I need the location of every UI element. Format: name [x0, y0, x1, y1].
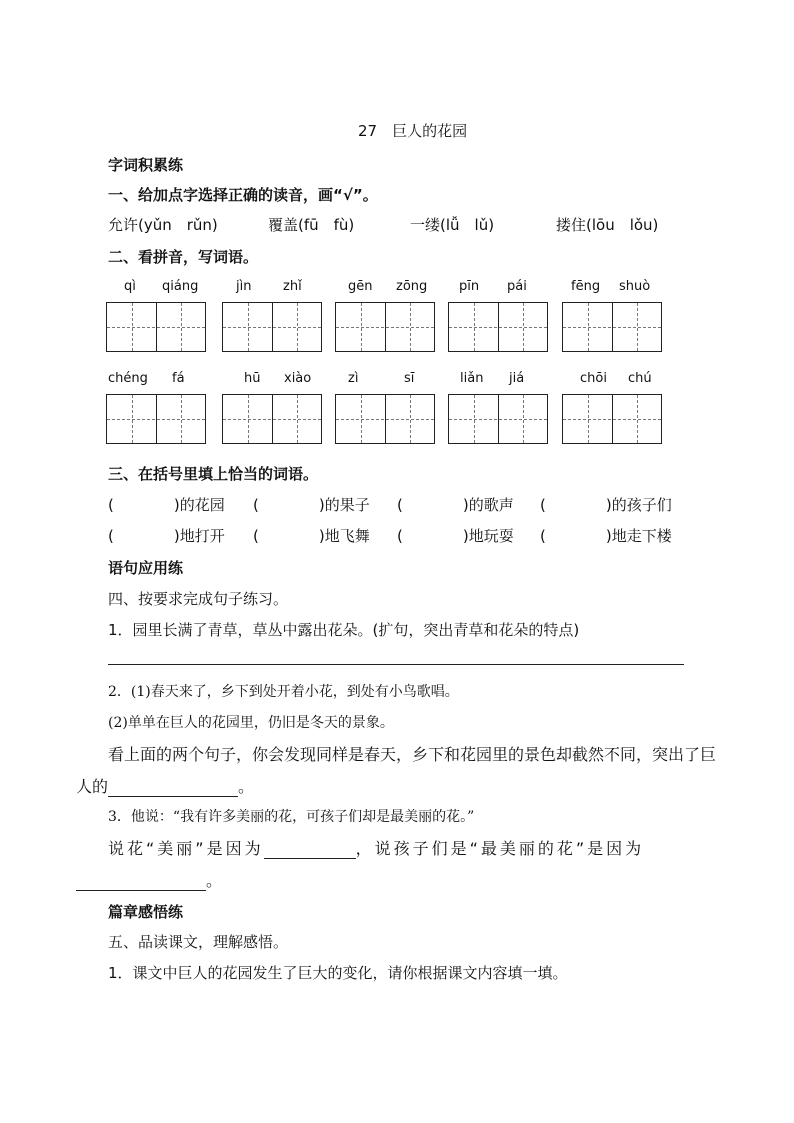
pinyin-label: zhǐ: [283, 279, 302, 294]
q4-sentence-1: 1．园里长满了青草，草丛中露出花朵。(扩句，突出青草和花朵的特点): [108, 621, 580, 639]
answer-blank[interactable]: [264, 839, 356, 859]
section-passage-heading: 篇章感悟练: [108, 903, 184, 921]
fill-blank-phrase[interactable]: ( )的歌声: [397, 496, 514, 514]
pinyin-label: fá: [172, 371, 185, 386]
q5-heading: 五、品读课文，理解感悟。: [108, 933, 289, 951]
fill-blank-phrase[interactable]: ( )地玩耍: [397, 527, 514, 545]
fill-blank-phrase[interactable]: ( )地走下楼: [540, 527, 672, 545]
q4-sentence-2c-suffix: 。: [238, 777, 255, 796]
answer-blank[interactable]: [108, 777, 238, 797]
pinyin-label: zì: [348, 371, 359, 386]
fill-blank-phrase[interactable]: ( )地飞舞: [253, 527, 370, 545]
q2-heading: 二、看拼音，写词语。: [108, 248, 259, 266]
fill-blank-phrase[interactable]: ( )的花园: [108, 496, 225, 514]
writing-grid[interactable]: [222, 394, 322, 444]
q4-heading: 四、按要求完成句子练习。: [108, 590, 289, 608]
pinyin-label: hū: [244, 371, 261, 386]
pinyin-label: jiá: [509, 371, 525, 386]
page-title: 27 巨人的花园: [358, 122, 468, 140]
pinyin-label: shuò: [619, 279, 651, 294]
q4-sentence-2b: (2)单单在巨人的花园里，仍旧是冬天的景象。: [108, 715, 394, 731]
q4-sentence-2a: 2．(1)春天来了，乡下到处开着小花，到处有小鸟歌唱。: [108, 684, 459, 700]
pinyin-label: chú: [628, 371, 652, 386]
q1-heading: 一、给加点字选择正确的读音，画“√”。: [108, 186, 378, 204]
answer-line[interactable]: [108, 664, 684, 665]
writing-grid[interactable]: [448, 302, 548, 352]
q4-sentence-2c-line2: [76, 774, 254, 797]
q4-sentence-3b: [108, 836, 644, 859]
q3-heading: 三、在括号里填上恰当的词语。: [108, 465, 319, 483]
pinyin-label: qiáng: [162, 279, 199, 294]
q4-sentence-3c: [76, 868, 222, 891]
section-sentence-heading: 语句应用练: [108, 559, 184, 577]
q1-option[interactable]: 一缕(lǚ lǔ): [410, 216, 495, 234]
pinyin-label: xiào: [284, 371, 312, 386]
q4-sentence-2c-prefix: 人的: [76, 777, 109, 796]
writing-grid[interactable]: [222, 302, 322, 352]
q4-sentence-3a: 3．他说：“我有许多美丽的花，可孩子们却是最美丽的花。”: [108, 809, 475, 825]
fill-blank-phrase[interactable]: ( )的孩子们: [540, 496, 672, 514]
writing-grid[interactable]: [106, 302, 206, 352]
pinyin-label: chéng: [108, 371, 148, 386]
pinyin-label: gēn: [348, 279, 373, 294]
q4-sentence-3b-part1: 说花“美丽”是因为: [108, 839, 264, 858]
answer-blank[interactable]: [76, 871, 206, 891]
pinyin-label: liǎn: [460, 371, 484, 386]
section-vocab-heading: 字词积累练: [108, 156, 184, 174]
writing-grid[interactable]: [448, 394, 548, 444]
pinyin-label: zōng: [396, 279, 428, 294]
q4-sentence-3b-part2: ，说孩子们是“最美丽的花”是因为: [355, 839, 645, 858]
pinyin-label: sī: [404, 371, 415, 386]
writing-grid[interactable]: [335, 302, 435, 352]
q1-option[interactable]: 覆盖(fū fù): [268, 216, 355, 234]
fill-blank-phrase[interactable]: ( )的果子: [253, 496, 370, 514]
writing-grid[interactable]: [335, 394, 435, 444]
pinyin-label: pīn: [459, 279, 480, 294]
q4-sentence-2c-line1: 看上面的两个句子，你会发现同样是春天，乡下和花园里的景色却截然不同，突出了巨: [108, 745, 717, 764]
writing-grid[interactable]: [562, 394, 662, 444]
q5-sentence-1: 1．课文中巨人的花园发生了巨大的变化，请你根据课文内容填一填。: [108, 964, 568, 982]
pinyin-label: pái: [507, 279, 527, 294]
pinyin-label: fēng: [571, 279, 601, 294]
writing-grid[interactable]: [562, 302, 662, 352]
pinyin-label: jìn: [236, 279, 252, 294]
q1-option[interactable]: 允许(yǔn rǔn): [108, 216, 218, 234]
q4-sentence-3c-suffix: 。: [206, 871, 223, 890]
pinyin-label: qì: [124, 279, 136, 294]
writing-grid[interactable]: [106, 394, 206, 444]
pinyin-label: chōi: [580, 371, 607, 386]
fill-blank-phrase[interactable]: ( )地打开: [108, 527, 225, 545]
q1-option[interactable]: 搂住(lōu lǒu): [556, 216, 659, 234]
